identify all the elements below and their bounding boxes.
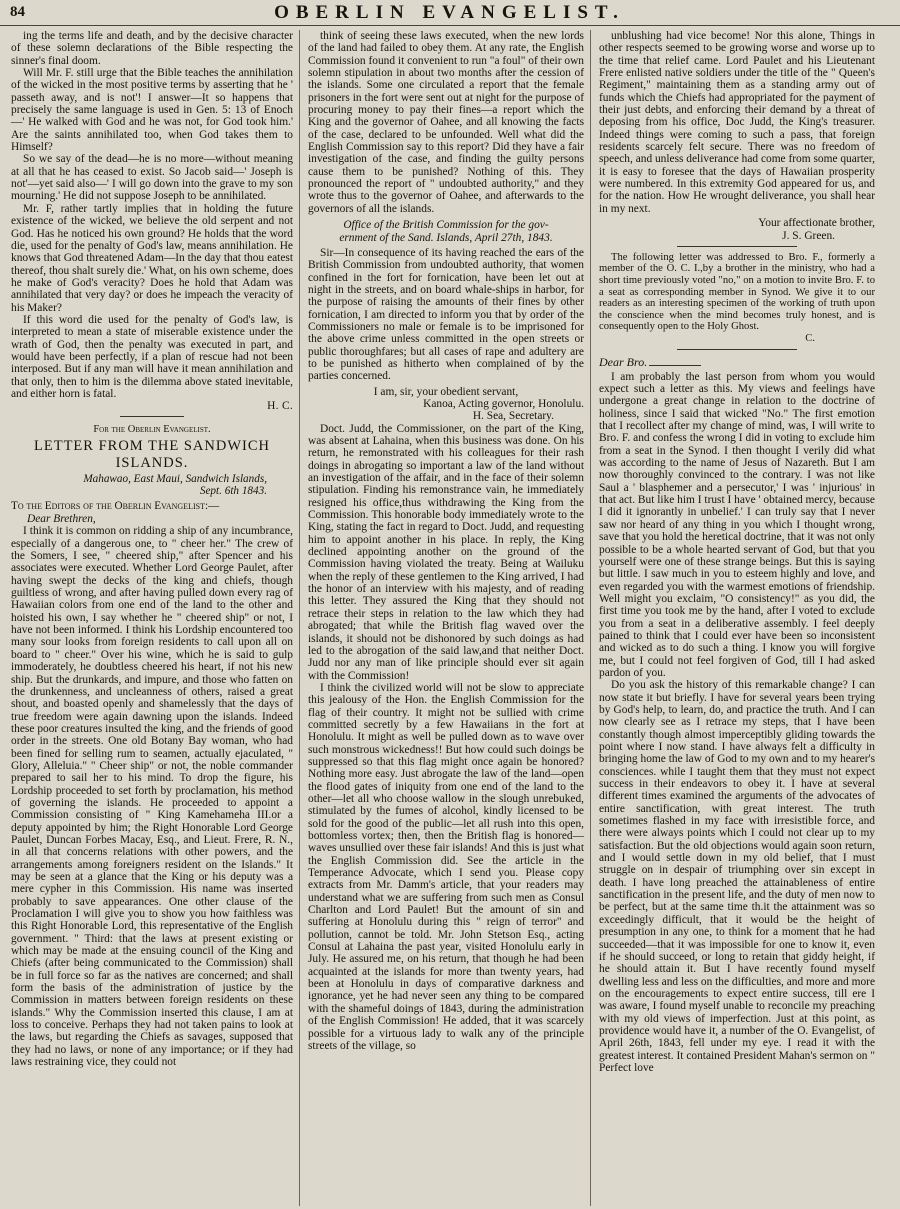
signature: Kanoa, Acting governor, Honolulu. — [423, 397, 584, 410]
paragraph: I am probably the last person from whom you would expect such a letter as this. My views and feelings have undergone a great change in relation to the doctrine of holiness, since I said that wicked "No." The first emotion that I recollect after my change of mind, was, I will write to Bro. F. and confess the wrong I did in voting to exclude him from a seat in the Synod. I then thought I verily did what was according to the name of Jesus of Nazareth. But I am now thoroughly convinced to the contrary. I was not like Saul a ' blasphemer and a persecutor,' I was ' injurious' in that act. But like him I trust I have ' obtained mercy, because I did it ignorantly in unbelief.' I can truly say that I never saw nor heard of any thing in you which I thought wrong, save that you hold the heretical doctrine, that it was not only possible to be a whole hearted servant of God, but that you yourself were one of these strange beings. But this is saying but little. I saw much in you to esteem highly and love, and even regarded you with the warmest emotions of friendship. Well might you exclaim, "O consistency!" as you did, the first time you took me by the hand, after I voted to exclude you from a seat in a deliberative assembly. I feel deeply pained to think that I could ever have been so inconsistent and wicked as to do such a thing. I know you will forgive me, but I could not feel forgiven of God, till I had asked pardon of you. — [599, 370, 875, 679]
office-heading-line-2: ernment of the Sand. Islands, April 27th, 1843. — [339, 231, 553, 244]
divider-rule — [677, 349, 797, 350]
paragraph: Mr. F, rather tartly implies that in holding the future existence of the wicked, we believe the old serpent and not God. Has he noticed his own ground? He holds that the word die, used for the penalty of God's law, means annihilation. He knows that God threatened Adam—In the day that thou eatest thereof, thou shalt surely die.' What, on his own scheme, does he make of God's veracity? Does he hold that Adam was annihilated that very day? or does he impeach the veracity of his Maker? — [11, 202, 293, 314]
signature-secondary: H. Sea, Secretary. — [472, 410, 554, 423]
page-edge — [0, 1205, 900, 1209]
paragraph: think of seeing these laws executed, when the new lords of the land had failed to obey them. At any rate, the English Commission found it convenient to run "a foul" of their own solemn stipulation in about two months after the cession of the islands. Some one circulated a report that the female prisoners in the fort were sent out at night for the purpose of procuring money to pay their fines—a report which the King and the governor of Oahee, and all knowing the facts of the case, declared to be unfounded. Well what did the English Commission say to this report? Did they have a fair investigation of the case, and finding the guilty persons cause them to be punished? Nothing of this. They pronounced the report of " undoubted authority," and they wrote thus to the governor of Oahee, and afterwards to the governors of all the islands. — [308, 30, 584, 215]
office-heading-line-1: Office of the British Commission for the gov- — [343, 219, 549, 232]
paragraph: So we say of the dead—he is no more—without meaning at all that he has ceased to exist. So Jacob said—' Joseph is not'—yet said also—' I will go down into the grave to my son mourning.' He did not suppose Joseph to be annihilated. — [11, 153, 293, 203]
letter-closing: I am, sir, your obedient servant, — [373, 385, 519, 398]
divider-rule — [120, 416, 184, 417]
column-container — [0, 28, 900, 1206]
paragraph: unblushing had vice become! Nor this alone, Things in other respects seemed to be growing worse and worse up to the time that relief came. Lord Paulet and his Lieutenant Frere enlisted native soldiers under the title of the " Queen's Regiment," maintaining them as a standing army out of funds which the Chiefs had appropriated for the payment of their just debts, and enforcing their demand by a threat of deposing from his office, Doc Judd, the King's treasurer. Indeed things were coming to such a pass, that foreign residents scarcely felt secure. There was no freedom of speech, and unless deliverance had come from some quarter, it is easy to foresee that the days of Hawaiian prosperity were numbered. In this extremity God appeared for us, and for the nation. How He wrought deliverance, you shall hear in my next. — [599, 30, 875, 215]
letter-place: Mahawao, East Maui, Sandwich Islands, — [83, 473, 267, 485]
paragraph: Doct. Judd, the Commissioner, on the part of the King, was absent at Lahaina, when this business was done. On his return, he remonstrated with his colleagues for their rash doings in abrogating so important a law of the land without an investigation of the affair, and in the face of their solemn stipulation. Finding his remonstrance vain, he immediately resigned his office,thus withdrawing the King from the Commission. This honorable body immediately wrote to the King, stating the fact in regard to Doct. Judd, and requesting him to appoint another in his place. In reply, the King declined appointing another on the ground of the Commission having violated the treaty. Being at Wailuku when the reply of these gentlemen to the King arrived, I had the honor of an interview with his majesty, and of reading this letter. They assured the King that they should not retrace their steps in relation to the law which they had abrogated; that while the British flag waved over the islands, it should not be dishonored by such doings as had led to the abrogation of the said law,and that neither Doct. Judd nor any man of like principle should ever sit again with the Commission! — [308, 422, 584, 682]
page-number: 84 — [10, 4, 25, 20]
column-2 — [299, 30, 587, 1206]
letter-salutation — [599, 356, 875, 368]
paragraph: Sir—In consequence of its having reached the ears of the British Commission from undoubted authority, that women confined in the fort for fornication, have been let out at night in the streets, and on board whale-ships in harbor, for the purpose of raising the amounts of their fines by other fornication, I am directed to inform you that by order of the Commissioners no male or female is to be imprisoned for the above crime unless committed in the open streets or public thoroughfares; but all cases of rape and adultery are to be punished as hitherto when complained of by the parties concerned. — [308, 246, 584, 383]
letter-closing: Your affectionate brother, — [758, 217, 875, 230]
editorial-note-signature: C. — [805, 333, 815, 344]
masthead — [0, 0, 900, 26]
publication-title: OBERLIN EVANGELIST. — [274, 1, 625, 23]
signature: J. S. Green. — [782, 229, 835, 242]
column-3 — [590, 30, 878, 1206]
editorial-note: The following letter was addressed to Bro. F., formerly a member of the O. C. I.,by a brother in the ministry, who had a short time previously voted "no," on a motion to invite Bro. F. to a seat as corresponding member in Synod. We give it to our readers as an interesting specimen of the working of truth upon the conscience when the mind becomes truly honest, and is consequently open to the Holy Ghost. — [599, 251, 875, 333]
column-1 — [8, 30, 296, 1206]
section-header: For the Oberlin Evangelist. — [93, 423, 211, 435]
letter-salutation-text: Dear Bro. — [599, 355, 648, 370]
paragraph: ing the terms life and death, and by the decisive character of these solemn declarations of the Bible respecting the sinner's final doom. — [11, 30, 293, 67]
signature: H. C. — [267, 400, 293, 413]
paragraph: Do you ask the history of this remarkable change? I can now state it but briefly. I have for several years been trying by God's help, to learn, do, and practice the truth. And I can now clearly see as I retrace my steps, that I have been constantly though almost imperceptibly gliding towards the point where I now stand. I have always felt a difficulty in bringing home the law of God to my own and to my hearer's consciences. while I taught them that they must not expect success in their endeavors to obey it. I have at several different times examined the arguments of the advocates of entire sanctification, with great interest. The truth sometimes flashed in my face with irresistible force, and there were always points which I could not clear up to my satisfaction. But the old objections would again soon return, and I would settle down in my old belief, that I must struggle on in despair of triumphing over sin except in death. I have long preached the attainableness of entire sanctification in the present life, and the duty of men now to be perfect, but at the same time th.it the attainment was so exceedingly difficult, that it would be the height of presumption in any one, to think for a moment that he had succeeded—that it was impossible for one to know it, even if he should succeed, or long to retain that giddy height, if he should attain it. But I have recently found myself dwelling less and less on the difficulties, and more and more on the encouragements to expect entire success, till ere I was aware, I found myself unable to reconcile my preaching with my old views of imperfection. Just at this point, as providence would have it, a number of the O. Evangelist, of April 26th, 1843, fell under my eye. I read it with the greatest interest. It contained President Mahan's sermon on " Perfect love — [599, 679, 875, 1074]
paragraph: I think the civilized world will not be slow to appreciate this jealousy of the Hon. the English Commission for the flag of their country. It might not be sullied with crime committed secretly by a few Hawaiians in the fort at Honolulu. It might as well be pulled down as to wave over such monstrous wickedness!! But how could such doings be suppressed so that this flag might once again be honored? Nothing more easy. Just abrogate the law of the land—open the flood gates of iniquity from one end of the land to the other—let all who choose wallow in the slough unrebuked, stimulated by the fumes of alcohol, kindly licensed to be sold for the good of the public—let all rush into this open, bottomless vortex; then, then the British flag is honored—waves unsullied over these fair islands! And this is just what the English Commission did. See the article in the Temperance Advocate, which I send you. Please copy extracts from Mr. Damm's article, that your readers may understand what we are suffering from such men as Consul Charlton and Lord Paulet! But the amount of sin and suffering at Honolulu during this " reign of terror" and pollution, cannot be told. Mr. John Stetson Esq., acting Consul at Lahaina the past year, visited Honolulu early in July. He assured me, on his return, that though he had been acquainted at the islands for more than twenty years, had been at Honolulu in days of comparative darkness and ignorance, yet he had never seen any thing to be compared with the shameful doings of 1843, during the administration of the English Commission! He added, that it was scarcely possible for a virtuous lady to walk any of the principle streets of the village, so — [308, 681, 584, 1052]
paragraph: I think it is common on ridding a ship of any incumbrance, especially of a dangerous one, to " cheer her." The crew of the Somers, I see, " cheered ship," after Spencer and his associates were executed. Whether Lord George Paulet, after having swept the decks of the king and chiefs, though guiltless of wrong, and after having pulled down every rag of Hawaiian colors from one end of the land to the other and hoisted his own, I say whether he " cheered ship" or not, I have not been informed. I think his Lordship encountered too many sour looks from foreign residents to call upon all on board to " cheer." Over his wine, which he is said to gulp immoderately, he doubtless cheered his heart, if not his new ship. But the drunkards, and impure, and those who fatten on the drunkenness, and uncleanness of others, raised a great shout, and boasted openly and shamelessly that the days of true freedom were again dawning upon the islands. Indeed these poor creatures insulted the king, and the friends of good order in the streets. One old Botany Bay woman, who had been fined for selling rum to seamen, actually ejaculated, " Glory, Alleluia." " Cheer ship" or not, the noble commander prepared to sail her to his mind. To drop the figure, his Lordship proceeded to set forth by proclamation, his method of governing the islands. He proceeded to appoint a Commission consisting of " King Kamehameha III.or a deputy appointed by him; the Right Honorable Lord George Paulet, Duncan Forbes Macay, Esq., and Lieut. Frere, R. N., in all that concerns relations with other powers, and the arrangements among foreigners resident on the Islands." It may be seen at a glance that the King or his deputy was a mere cypher in this Commission. His name was inserted probably to save appearances. One other clause of the Proclamation I will give you to show you how faithless was this Right Honorable Lord, this representative of the English government. " Third: that the laws at present existing or which may be made at the ensuing council of the King and Chiefs (after being communicated to the Commission) shall be in full force so far as the natives are concerned; and shall form the basis of the administration of justice by the Commission in matters between foreign residents on these islands." Why the Commission inserted this clause, I am at loss to conceive. Perhaps they had not taken pains to look at the laws, but regarding the Chiefs as savages, supposed that they had no laws, or none of any importance; or if they had laws restraining vice, they could not — [11, 525, 293, 1069]
divider-rule — [677, 246, 797, 247]
letter-date: Sept. 6th 1843. — [199, 485, 267, 498]
letter-addressee: To the Editors of the Oberlin Evangelist:— — [11, 499, 220, 512]
letter-title: LETTER FROM THE SANDWICH ISLANDS. — [34, 438, 270, 471]
blank-line — [649, 356, 701, 366]
letter-salutation: Dear Brethren, — [27, 513, 96, 526]
paragraph: Will Mr. F. still urge that the Bible teaches the annihilation of the wicked in the most positive terms by asserting that he ' passeth away, and is not'! I answer—It so happens that precisely the same language is used in Gen. 5: 13 of Enoch—' He walked with God and he was not, for God took him.' Are the saints annihilated too, when God takes them to Himself? — [11, 67, 293, 154]
paragraph: If this word die used for the penalty of God's law, is interpreted to mean a state of miserable existence under the wrath of God, then the penalty was executed in part, and would have been perfectly, if a plan of rescue had not been interposed. But if any man will have it mean annihilation and that only, then to him is the dilemma above stated inevitable, and either horn is fatal. — [11, 313, 293, 400]
